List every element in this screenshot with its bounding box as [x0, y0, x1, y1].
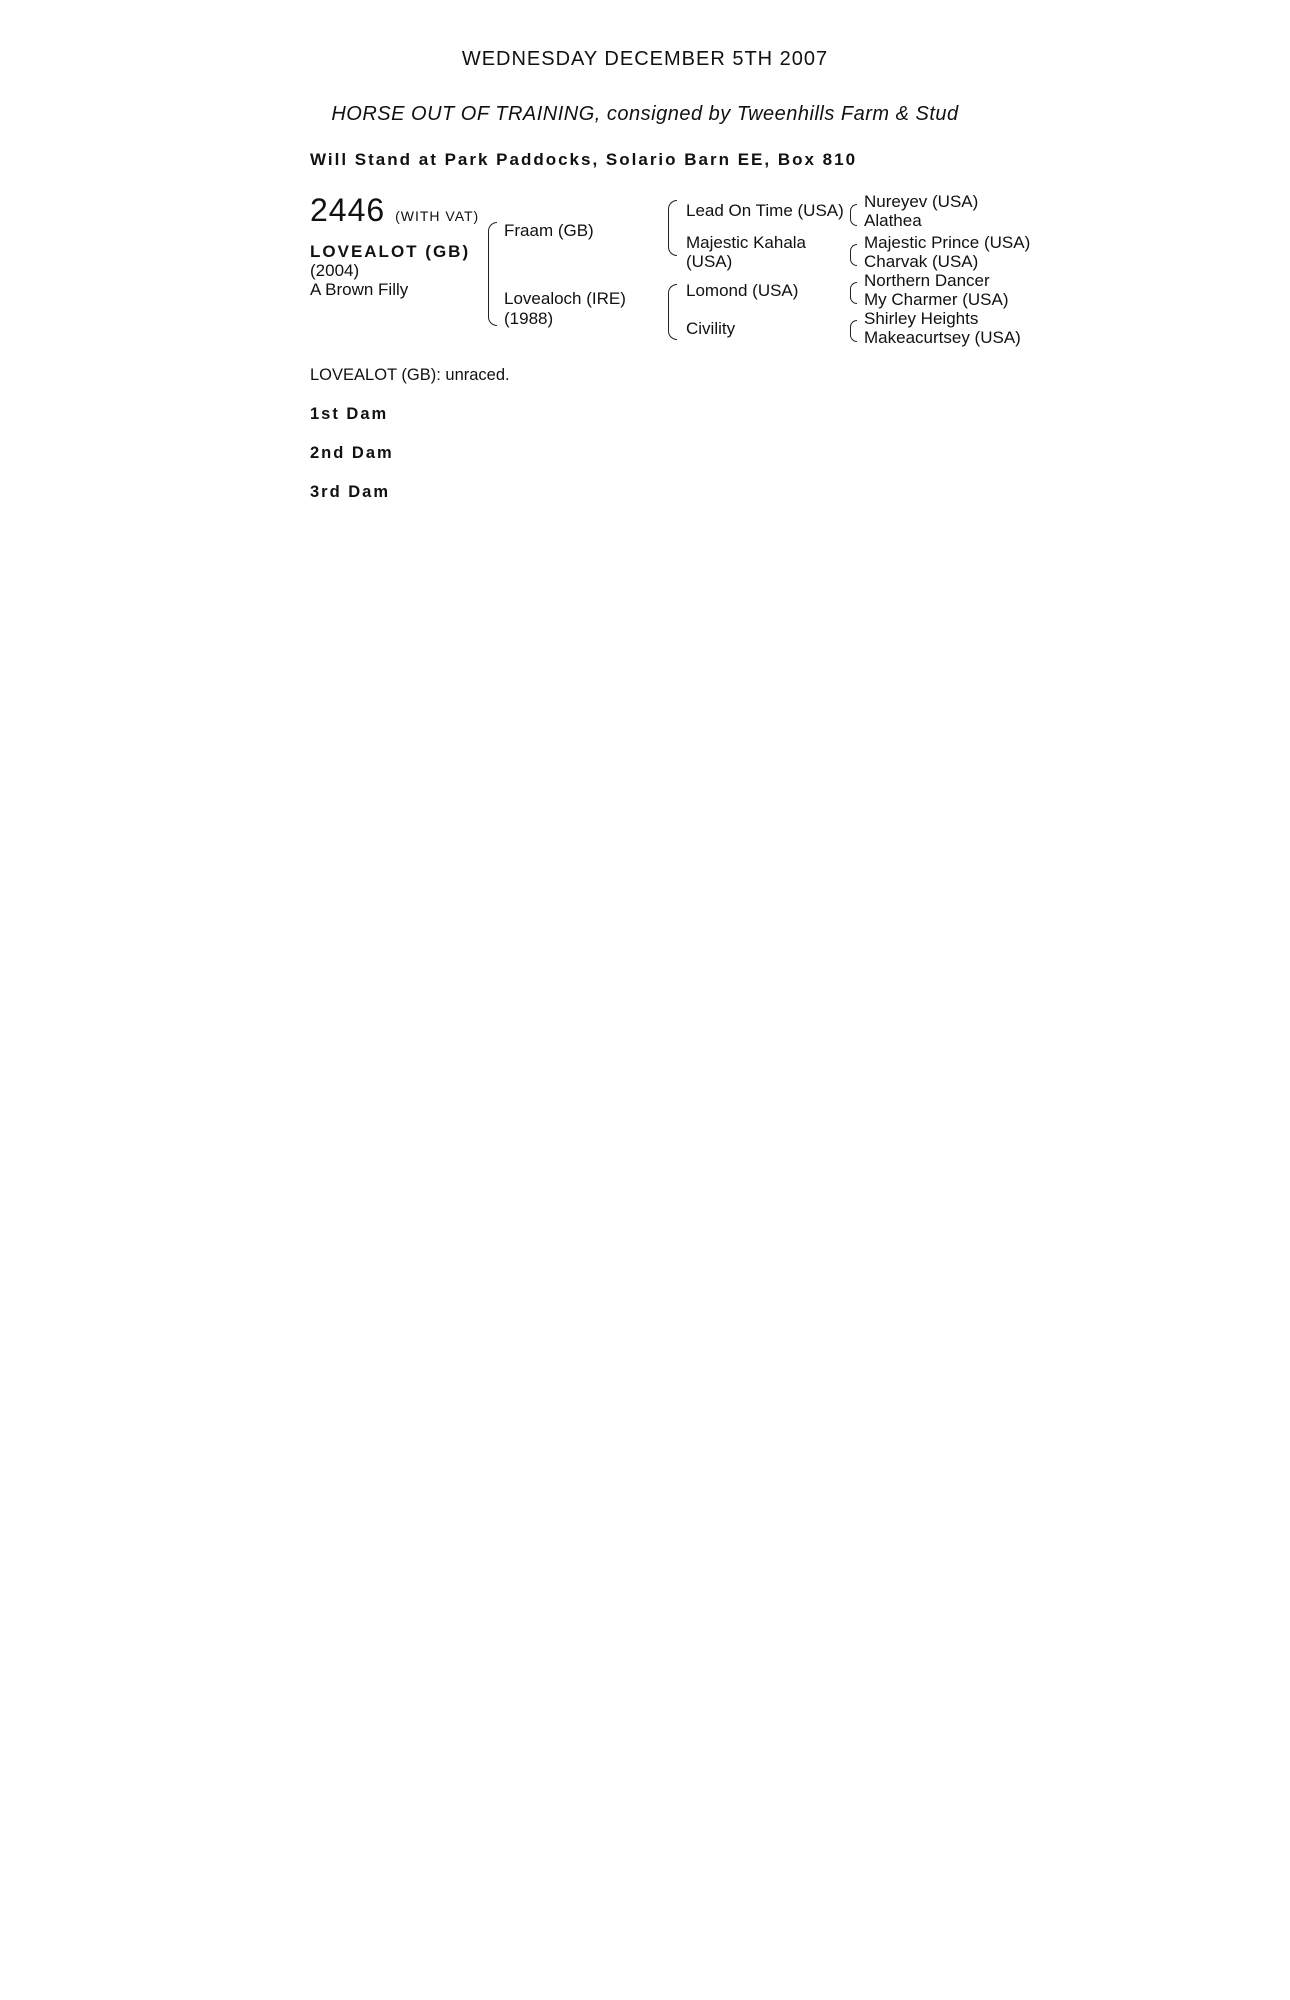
pedigree-brace-dam [668, 284, 677, 340]
pedigree-brace-g4 [850, 320, 857, 342]
pedigree-g7: Shirley Heights [864, 309, 979, 328]
pedigree-dam: Lovealoch (IRE) [504, 289, 626, 308]
pedigree-g3: Majestic Prince (USA) [864, 233, 1031, 252]
pedigree-brace-g3 [850, 282, 857, 304]
lot-number-block [310, 192, 479, 229]
stand-location: Will Stand at Park Paddocks, Solario Barn EE, Box 810 [310, 150, 858, 169]
third-dam-title: 3rd Dam [310, 482, 391, 501]
pedigree-brace-g2 [850, 244, 857, 266]
second-dam-title: 2nd Dam [310, 443, 394, 462]
catalogue-body [310, 366, 990, 502]
pedigree-dam-dam: Civility [686, 319, 736, 338]
horse-year: (2004) [310, 261, 360, 280]
pedigree-sire: Fraam (GB) [504, 221, 594, 240]
pedigree-dam-year: (1988) [504, 309, 554, 328]
consignment-line: HORSE OUT OF TRAINING, consigned by Tweenhills Farm & Stud [331, 103, 959, 125]
pedigree-sire-dam-country: (USA) [686, 252, 733, 271]
pedigree-g5: Northern Dancer [864, 271, 990, 290]
pedigree-dam-sire: Lomond (USA) [686, 281, 799, 300]
pedigree-sire-dam: Majestic Kahala [686, 233, 807, 252]
sale-date: WEDNESDAY DECEMBER 5TH 2007 [461, 48, 829, 70]
racing-summary: LOVEALOT (GB): unraced. [310, 366, 510, 384]
horse-name: LOVEALOT (GB) [310, 242, 471, 261]
pedigree-brace-sire [668, 200, 677, 256]
pedigree-g8: Makeacurtsey (USA) [864, 328, 1021, 347]
horse-description: A Brown Filly [310, 280, 409, 299]
pedigree-g4: Charvak (USA) [864, 252, 979, 271]
pedigree-g2: Alathea [864, 211, 922, 230]
pedigree-sire-sire: Lead On Time (USA) [686, 201, 844, 220]
lot-number: 2446 [310, 192, 386, 228]
first-dam-title: 1st Dam [310, 404, 389, 423]
pedigree-brace-parents [488, 222, 497, 326]
pedigree-brace-g1 [850, 204, 857, 226]
vat-note: (WITH VAT) [395, 208, 480, 224]
pedigree-g6: My Charmer (USA) [864, 290, 1009, 309]
pedigree-g1: Nureyev (USA) [864, 192, 979, 211]
